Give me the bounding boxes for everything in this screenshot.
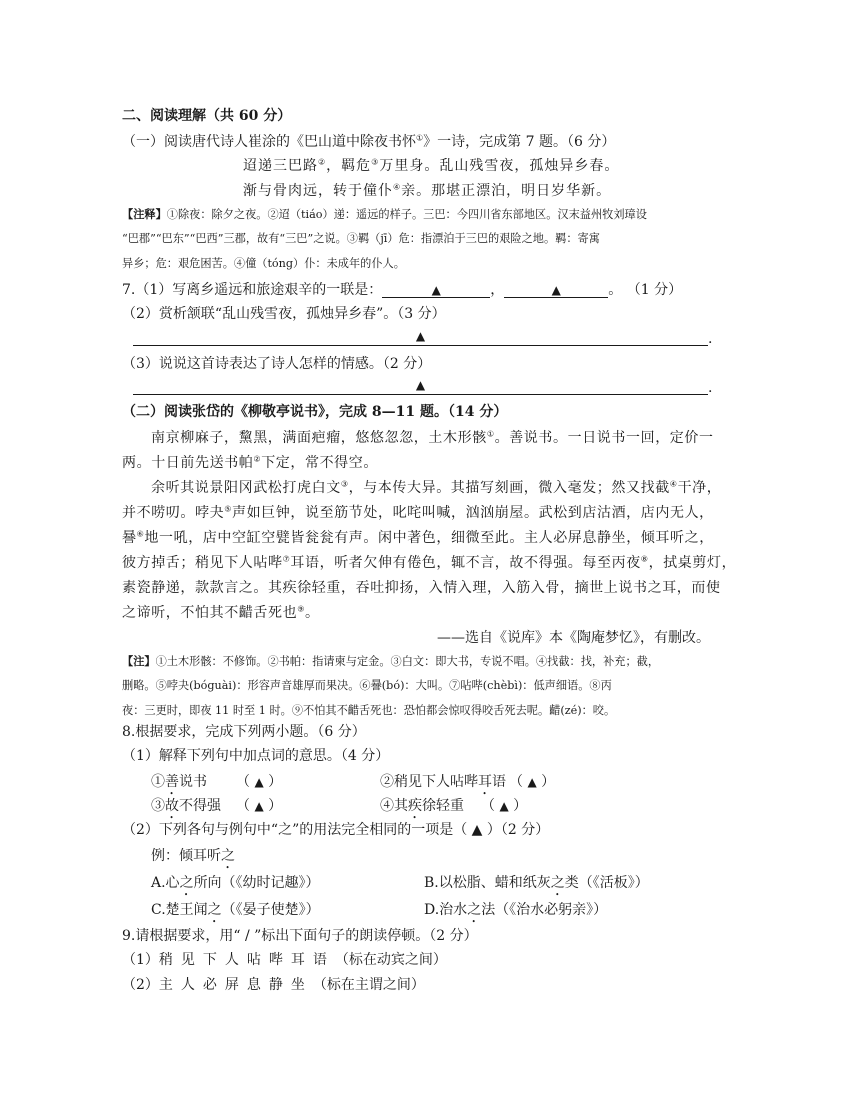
answer-line[interactable]: ▲ <box>133 327 708 346</box>
period: . <box>708 380 713 396</box>
q8-example: 例：倾耳听之 <box>151 848 235 864</box>
question-7-3: （3）说说这首诗表达了诗人怎样的情感。（2 分） <box>122 356 432 372</box>
passage-line: 南京柳麻子，黧黑，满面疤瘤，悠悠忽忽，土木形骸①。善说书。一日说书一回，定价一 <box>151 429 714 446</box>
q9-sentence-1[interactable]: （1）稍见下人呫哔耳语（标在动宾之间） <box>122 952 447 968</box>
poem-line-2: 渐与骨肉远，转于僮仆④亲。那堪正漂泊，明日岁华新。 <box>243 182 612 199</box>
option-b[interactable]: B.以松脂、蜡和纸灰之类（《活板》） <box>424 875 649 891</box>
answer-blank[interactable]: ▲ <box>504 280 608 298</box>
q8-item-4-blank[interactable]: （ ▲ ） <box>481 798 528 814</box>
passage-notes-line-3: 夜：三更时，即夜 11 时至 1 时。⑨不怕其不齰舌死也：恐怕都会惊叹得咬舌死去呢。齰(zé)：咬。 <box>122 704 616 717</box>
option-c[interactable]: C.楚王闻之（《晏子使楚》） <box>151 902 320 918</box>
passage-notes-line-2: 删略。⑤哱夬(bóguài)：形容声音雄厚而果决。⑥謈(bó)：大叫。⑦呫哔(chèbì)：低声细语。⑧丙 <box>122 679 612 692</box>
poem-notes-line-2: “巴郡”“巴东”“巴西”三郡，故有“三巴”之说。③羁（jī）危：指漂泊于三巴的艰险之地。羁：寄寓 <box>122 232 600 245</box>
question-8-1: （1）解释下列句中加点词的意思。（4 分） <box>122 748 390 764</box>
period: . <box>708 331 713 347</box>
poem-line-1: 迢递三巴路②，羁危③万里身。乱山残雪夜，孤烛异乡春。 <box>243 157 620 174</box>
answer-line[interactable]: ▲ <box>133 376 708 395</box>
part2-heading: （二）阅读张岱的《柳敬亭说书》，完成 8—11 题。（14 分） <box>122 404 508 420</box>
part1-intro: （一）阅读唐代诗人崔涂的《巴山道中除夜书怀①》一诗，完成第 7 题。（6 分） <box>122 133 616 150</box>
q8-item-1-blank[interactable]: （ ▲ ） <box>236 774 283 790</box>
passage-line: 两。十日前先送书帕②下定，常不得空。 <box>122 454 378 471</box>
passage-source: ——选自《说库》本《陶庵梦忆》，有删改。 <box>437 630 710 646</box>
question-8-2: （2）下列各句与例句中“之”的用法完全相同的一项是（ ▲ ）（2 分） <box>122 822 550 838</box>
option-d[interactable]: D.治水之法（《治水必躬亲》） <box>424 902 608 918</box>
q8-item-4: ④其疾徐轻重 <box>380 798 464 814</box>
answer-blank[interactable]: ▲ <box>382 280 490 298</box>
passage-line: 彼方掉舌；稍见下人呫哔⑦耳语，听者欠伸有倦色，辄不言，故不得强。每至丙夜⑧，拭桌剪灯， <box>122 554 737 571</box>
passage-notes-line-1: 【注】①土木形骸：不修饰。②书帕：指请柬与定金。③白文：即大书，专说不唱。④找截：找，补充；截， <box>122 654 660 668</box>
passage-line: 之谛听，不怕其不齰舌死也⑨。 <box>122 604 320 621</box>
passage-line: 謈⑥地一吼，店中空缸空甓皆瓮瓮有声。闲中著色，细微至此。主人必屏息静坐，倾耳听之， <box>122 529 714 546</box>
question-8-title: 8.根据要求，完成下列两小题。（6 分） <box>122 724 366 740</box>
passage-line: 并不唠叨。哱夬⑤声如巨钟，说至筋节处，叱咤叫喊，汹汹崩屋。武松到店沽酒，店内无人， <box>122 504 714 521</box>
poem-notes-line-3: 异乡；危：艰危困苦。④僮（tóng）仆：未成年的仆人。 <box>122 257 405 270</box>
passage-line: 余听其说景阳冈武松打虎白文③，与本传大异。其描写刻画，微入毫发；然又找截④干净， <box>151 479 722 496</box>
q8-item-3: ③故不得强 <box>151 798 221 814</box>
passage-line: 素瓷静递，款款言之。其疾徐轻重，吞吐抑扬，入情入理，入筋入骨，摘世上说书之耳，而使 <box>122 580 721 596</box>
q8-item-2: ②稍见下人呫哔耳语 <box>380 774 506 790</box>
q8-item-2-blank[interactable]: （ ▲ ） <box>509 774 556 790</box>
section-heading: 二、阅读理解（共 60 分） <box>122 108 292 124</box>
question-7-2: （2）赏析颔联“乱山残雪夜，孤烛异乡春”。（3 分） <box>122 306 446 322</box>
question-7-1: 7.（1）写离乡遥远和旅途艰辛的一联是： ▲ ， ▲ 。 （1 分） <box>122 282 683 298</box>
q8-item-3-blank[interactable]: （ ▲ ） <box>236 798 283 814</box>
q8-item-1: ①善说书 <box>151 774 207 790</box>
option-a[interactable]: A.心之所向（《幼时记趣》） <box>151 875 320 891</box>
q9-sentence-2[interactable]: （2）主人必屏息静坐（标在主谓之间） <box>122 977 425 993</box>
poem-notes-line-1: 【注释】①除夜：除夕之夜。②迢（tiáo）递：遥远的样子。三巴：今四川省东部地区。汉末益州牧刘璋设 <box>122 207 647 221</box>
question-9-title: 9.请根据要求，用“ / ”标出下面句子的朗读停顿。（2 分） <box>122 928 478 944</box>
